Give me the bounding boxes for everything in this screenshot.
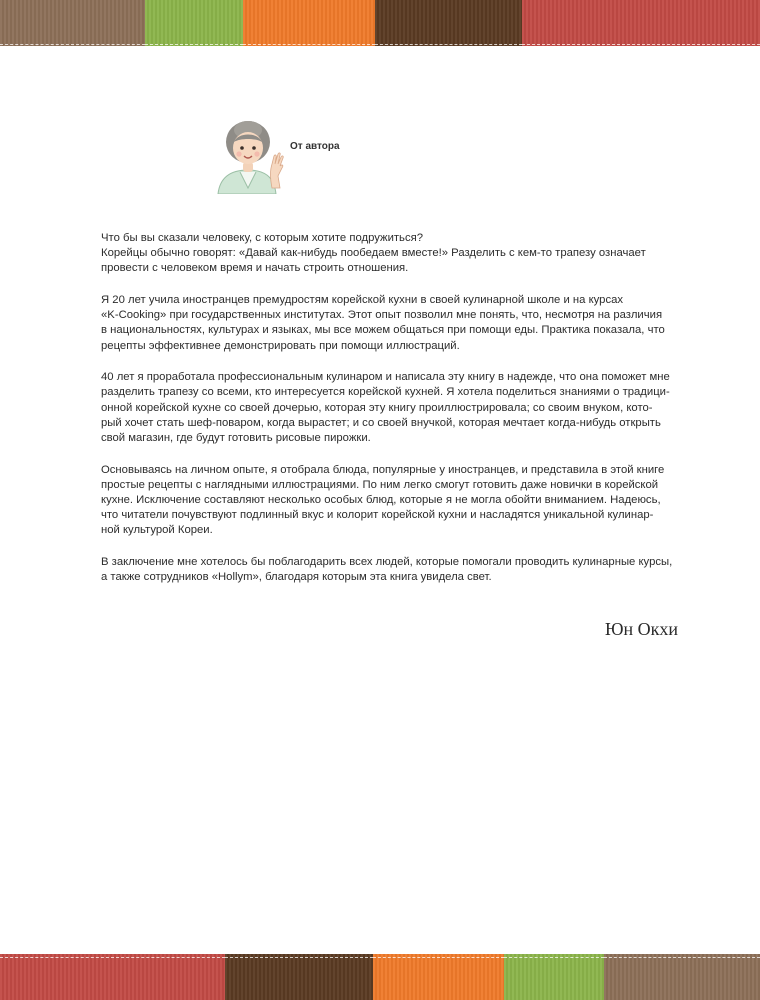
text-line: что читатели почувствуют подлинный вкус и колорит корейской кухни и насладятся уникальной кулинар- bbox=[101, 509, 654, 522]
band-segment-red bbox=[0, 954, 225, 1000]
paragraph bbox=[101, 370, 681, 446]
bottom-decorative-band bbox=[0, 954, 760, 1000]
paragraph bbox=[101, 463, 681, 539]
author-portrait-icon bbox=[210, 118, 290, 194]
text-line: свой магазин, где будут готовить рисовые пирожки. bbox=[101, 432, 371, 445]
text-line: онной корейской кухне со своей дочерью, которая эту книгу проиллюстрировала; со своим внуком, кото- bbox=[101, 401, 653, 414]
text-line: ной культурой Кореи. bbox=[101, 524, 213, 537]
text-line: рый хочет стать шеф-поваром, когда вырастет; и со своей внучкой, которая мечтает когда-нибудь открыть bbox=[101, 416, 661, 429]
text-line: провести с человеком время и начать строить отношения. bbox=[101, 262, 409, 275]
band-segment-dark-brown bbox=[375, 0, 522, 46]
foreword-text bbox=[101, 231, 681, 602]
text-line: простые рецепты с наглядными иллюстрациями. По ним легко смогут готовить даже новички в корейской bbox=[101, 478, 659, 491]
text-line: «K-Cooking» при государственных институтах. Этот опыт позволил мне понять, что, несмотря на различия bbox=[101, 309, 663, 322]
text-line: разделить трапезу со всеми, кто интересуется корейской кухней. Я хотела поделиться знаниями о традици- bbox=[101, 386, 670, 399]
author-signature: Юн Окхи bbox=[604, 619, 678, 639]
band-segment-green bbox=[504, 954, 604, 1000]
text-line: Основываясь на личном опыте, я отобрала блюда, популярные у иностранцев, и представила в этой книге bbox=[101, 463, 665, 476]
top-decorative-band bbox=[0, 0, 760, 46]
text-line: кухне. Исключение составляют несколько особых блюд, которые я не могла обойти вниманием. Надеюсь, bbox=[101, 494, 661, 507]
band-segment-brown bbox=[0, 0, 145, 46]
author-section-title: От автора bbox=[290, 141, 340, 152]
band-segment-brown bbox=[604, 954, 760, 1000]
paragraph bbox=[101, 555, 681, 585]
text-line: Что бы вы сказали человеку, с которым хотите подружиться? bbox=[101, 232, 423, 244]
band-segment-dark-brown bbox=[225, 954, 373, 1000]
band-segment-red bbox=[522, 0, 760, 46]
text-line: 40 лет я проработала профессиональным кулинаром и написала эту книгу в надежде, что она поможет мне bbox=[101, 371, 670, 384]
text-line: В заключение мне хотелось бы поблагодарить всех людей, которые помогали проводить кулинарные курсы, bbox=[101, 556, 673, 569]
text-line: в национальностях, культурах и языках, мы все можем общаться при помощи еды. Практика показала, что bbox=[101, 324, 665, 337]
paragraph bbox=[101, 231, 681, 277]
text-line: Корейцы обычно говорят: «Давай как-нибудь пообедаем вместе!» Разделить с кем-то трапезу означает bbox=[101, 247, 646, 260]
band-segment-green bbox=[145, 0, 243, 46]
band-segment-orange bbox=[373, 954, 504, 1000]
text-line: рецепты эффективнее демонстрировать при помощи иллюстраций. bbox=[101, 339, 460, 352]
author-header bbox=[210, 118, 410, 194]
paragraph bbox=[101, 293, 681, 354]
band-segment-orange bbox=[243, 0, 375, 46]
text-line: а также сотрудников «Hollym», благодаря которым эта книга увидела свет. bbox=[101, 571, 492, 584]
text-line: Я 20 лет учила иностранцев премудростям корейской кухни в своей кулинарной школе и на курсах bbox=[101, 294, 624, 306]
